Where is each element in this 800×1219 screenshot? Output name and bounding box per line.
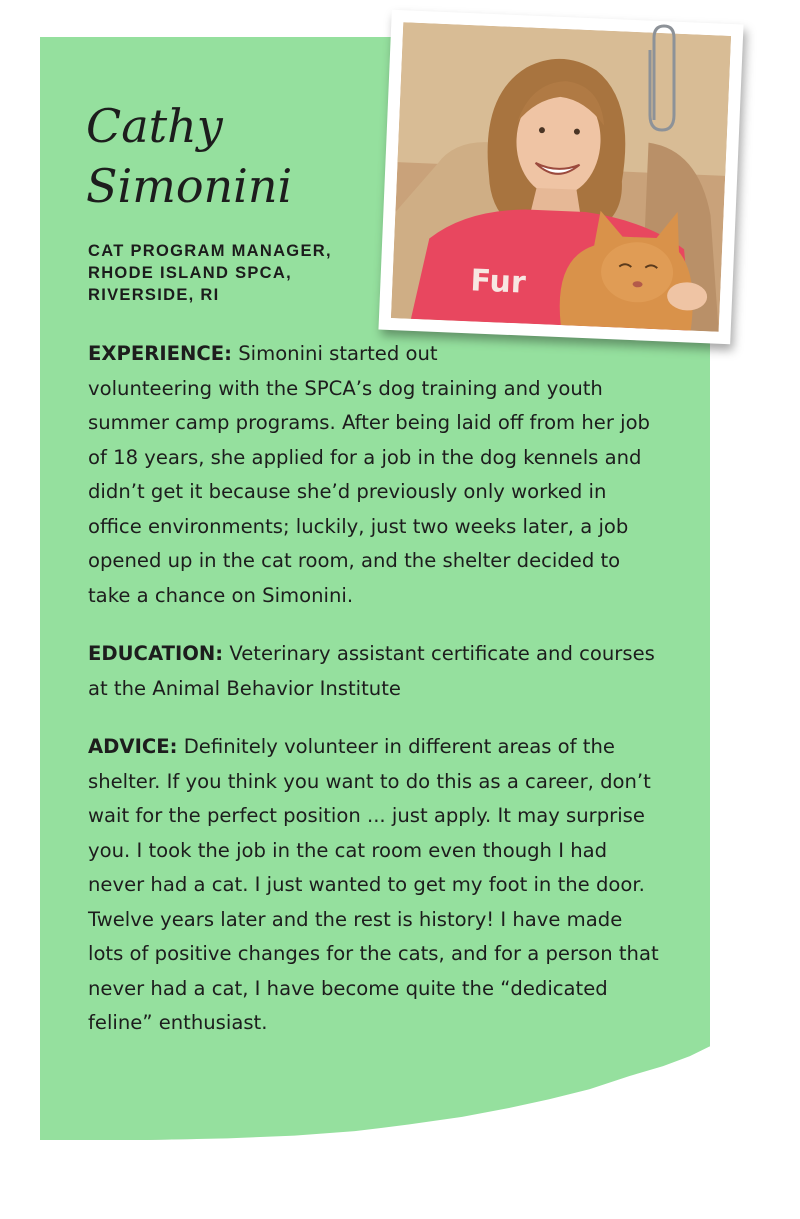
experience-text-start: Simonini started out bbox=[232, 342, 438, 365]
name-last: Simonini bbox=[86, 159, 293, 213]
paperclip-icon bbox=[640, 20, 680, 135]
job-title-line: CAT PROGRAM MANAGER, bbox=[88, 242, 332, 260]
profile-body bbox=[88, 337, 660, 1065]
name-first: Cathy bbox=[86, 99, 223, 153]
shirt-print: Fur bbox=[469, 263, 527, 301]
advice-text: Definitely volunteer in different areas of the shelter. If you think you want to do this as a career, don’t wait for the perfect position ... just apply. It may surprise you. I took the job in the cat room even though I had never had a cat. I just wanted to get my foot in the door. Twelve years later and the rest is history! I have made lots of positive changes for the cats, and for a person that never had a cat, I have become quite the “dedicated feline” enthusiast. bbox=[88, 735, 659, 1034]
education-label: EDUCATION: bbox=[88, 642, 224, 665]
job-title-line: RIVERSIDE, RI bbox=[88, 286, 220, 304]
photo-image bbox=[391, 22, 731, 331]
experience-section bbox=[88, 337, 660, 613]
advice-label: ADVICE: bbox=[88, 735, 178, 758]
advice-section bbox=[88, 730, 660, 1041]
education-section bbox=[88, 637, 660, 706]
experience-label: EXPERIENCE: bbox=[88, 342, 232, 365]
education-text: Veterinary assistant certificate and courses at the Animal Behavior Institute bbox=[88, 642, 655, 700]
job-title-line: RHODE ISLAND SPCA, bbox=[88, 264, 292, 282]
person-name bbox=[86, 96, 292, 216]
job-title bbox=[88, 240, 332, 306]
experience-text: volunteering with the SPCA’s dog training and youth summer camp programs. After being laid off from her job of 18 years, she applied for a job in the dog kennels and didn’t get it because she’d previously only worked in office environments; luckily, just two weeks later, a job opened up in the cat room, and the shelter decided to take a chance on Simonini. bbox=[88, 376, 650, 607]
profile-photo bbox=[378, 10, 743, 344]
